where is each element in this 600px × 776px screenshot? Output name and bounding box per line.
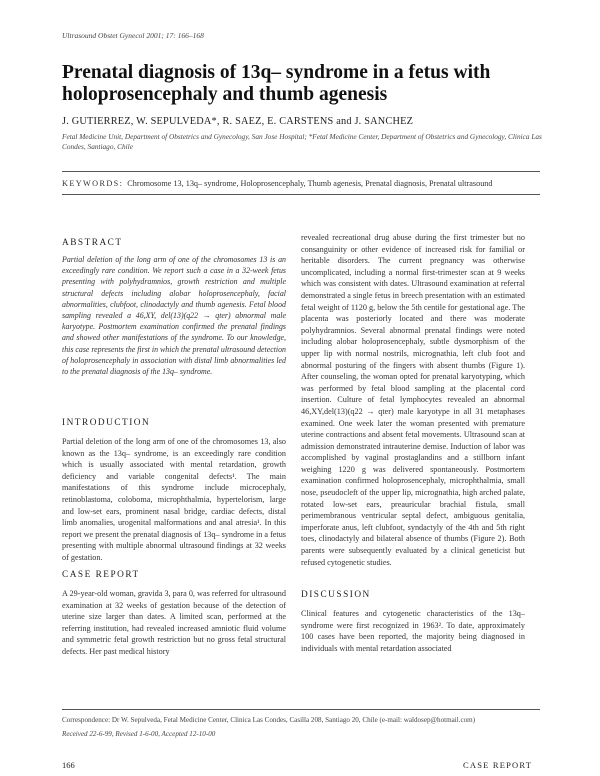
case-report-text-left: A 29-year-old woman, gravida 3, para 0, was referred for ultrasound examination at 32 weeks of gestation because of the detection of uterine size larger than dates. A limited scan, performed at the referring institution, had revealed increased amniotic fluid volume and symmetric fetal growth restriction but no gross fetal structural defects. Her past medical history <box>62 589 286 656</box>
abstract-heading: ABSTRACT <box>62 238 123 248</box>
introduction-section <box>62 418 286 564</box>
discussion-heading: DISCUSSION <box>301 590 371 600</box>
footer-rule <box>62 709 540 710</box>
author-list: J. GUTIERREZ, W. SEPULVEDA*, R. SAEZ, E. CARSTENS and J. SANCHEZ <box>62 116 414 127</box>
keywords-line <box>62 179 492 188</box>
abstract-text: Partial deletion of the long arm of one of the chromosomes 13 is an exceedingly rare condition. We report such a case in a 32-week fetus presenting with polyhydramnios, growth restriction and multiple structural defects including alobar holoprosencephaly, facial abnormalities, clubfoot, clinodactyly and thumb agenesis. Fetal blood sampling revealed a 46,XY, del(13)(q22 → qter) abnormal male karyotype. Postmortem examination confirmed the prenatal findings and showed other manifestations of the syndrome. To our knowledge, this case represents the first in which the prenatal ultrasound detection of holoprosencephaly in association with distal limb abnormalities led to the prenatal diagnosis of the 13q– syndrome. <box>62 255 286 377</box>
journal-citation: Ultrasound Obstet Gynecol 2001; 17: 166–168 <box>62 31 204 40</box>
case-report-text-right: revealed recreational drug abuse during the first trimester but no consanguinity or other evidence of increased risk for familial or heritable disorders. The current pregnancy was otherwise uncomplicated, including a normal first-trimester scan at 9 weeks which was consistent with dates. Ultrasound examination at referral demonstrated a single fetus in breech presentation with an estimated fetal weight of 1120 g, below the 5th centile for gestational age. The placenta was posteriorly located and there was moderate polyhydramnios. Several abnormal prenatal findings were noted including alobar holoprosencephaly, subtle dysmorphism of the upper lip with normal nostrils, micrognathia, left club foot and abnormal posturing of the fingers with absent thumbs (Figure 1). After counseling, the woman opted for prenatal karyotyping, which was performed by fetal blood sampling at the placental cord insertion. Culture of fetal lymphocytes revealed an abnormal 46,XY,del(13)(q22 → qter) male karyotype in all 31 metaphases examined. One week later the woman presented with premature uterine contractions and absent fetal movements. Ultrasound scan at admission demonstrated intrauterine demise. Induction of labor was accomplished by vaginal prostaglandins and a stillborn infant weighing 1220 g was delivered spontaneously. Postmortem examination confirmed holoprosencephaly, microphthalmia, small nose, pseudocleft of the upper lip, micrognathia, high arched palate, rotated low-set ears, preauricular brachial fistula, small perimembranous ventricular septal defect, ambiguous genitalia, imperforate anus, left clubfoot, syndactyly of the 4th and 5th right toes, clinodactyly and bilateral absence of thumbs (Figure 2). Both parents were subsequently evaluated by a clinical geneticist but refused cytogenetic studies. <box>301 233 525 567</box>
keywords-text: Chromosome 13, 13q– syndrome, Holoprosencephaly, Thumb agenesis, Prenatal diagnosis, Prenatal ultrasound <box>127 179 493 188</box>
case-report-heading: CASE REPORT <box>62 570 140 580</box>
discussion-text: Clinical features and cytogenetic characteristics of the 13q– syndrome were first recognized in 1963². To date, approximately 100 cases have been reported, the majority being diagnosed in individuals with mental retardation associated <box>301 609 525 653</box>
discussion-section <box>301 590 525 654</box>
author-affiliation: Fetal Medicine Unit, Department of Obstetrics and Gynecology, San Jose Hospital; *Fetal Medicine Center, Department of Obstetrics and Gynecology, Clinica Las Condes, Santiago, Chile <box>62 132 542 152</box>
correspondence-note: Correspondence: Dr W. Sepulveda, Fetal Medicine Center, Clinica Las Condes, Casilla 208, Santiago 20, Chile (e-mail: waldosep@hotmail.com) <box>62 716 476 724</box>
introduction-text: Partial deletion of the long arm of one of the chromosomes 13, also known as the 13q– syndrome, is an exceedingly rare condition which is usually associated with mental retardation, growth deficiency and variable congenital defects¹. The main manifestations of this syndrome include microcephaly, retinoblastoma, coloboma, microphthalmia, hypertelorism, large and low-set ears, prominent nasal bridge, cardiac defects, distal limb anomalies, urogenital malformations and anal atresia¹. In this report we present the prenatal diagnosis of 13q– syndrome in a fetus presenting with multiple abnormal ultrasound findings at 32 weeks of gestation. <box>62 437 286 562</box>
keywords-bottom-rule <box>62 194 540 195</box>
keywords-top-rule <box>62 171 540 172</box>
abstract-section <box>62 238 286 377</box>
introduction-heading: INTRODUCTION <box>62 418 151 428</box>
keywords-label: KEYWORDS: <box>62 179 124 188</box>
page-number: 166 <box>62 760 75 770</box>
case-report-section <box>62 570 286 658</box>
article-title: Prenatal diagnosis of 13q– syndrome in a fetus with holoprosencephaly and thumb agenesis <box>62 62 491 105</box>
section-label: CASE REPORT <box>463 760 533 770</box>
received-dates: Received 22-6-99, Revised 1-6-00, Accepted 12-10-00 <box>62 730 216 738</box>
case-report-continued <box>301 232 525 568</box>
